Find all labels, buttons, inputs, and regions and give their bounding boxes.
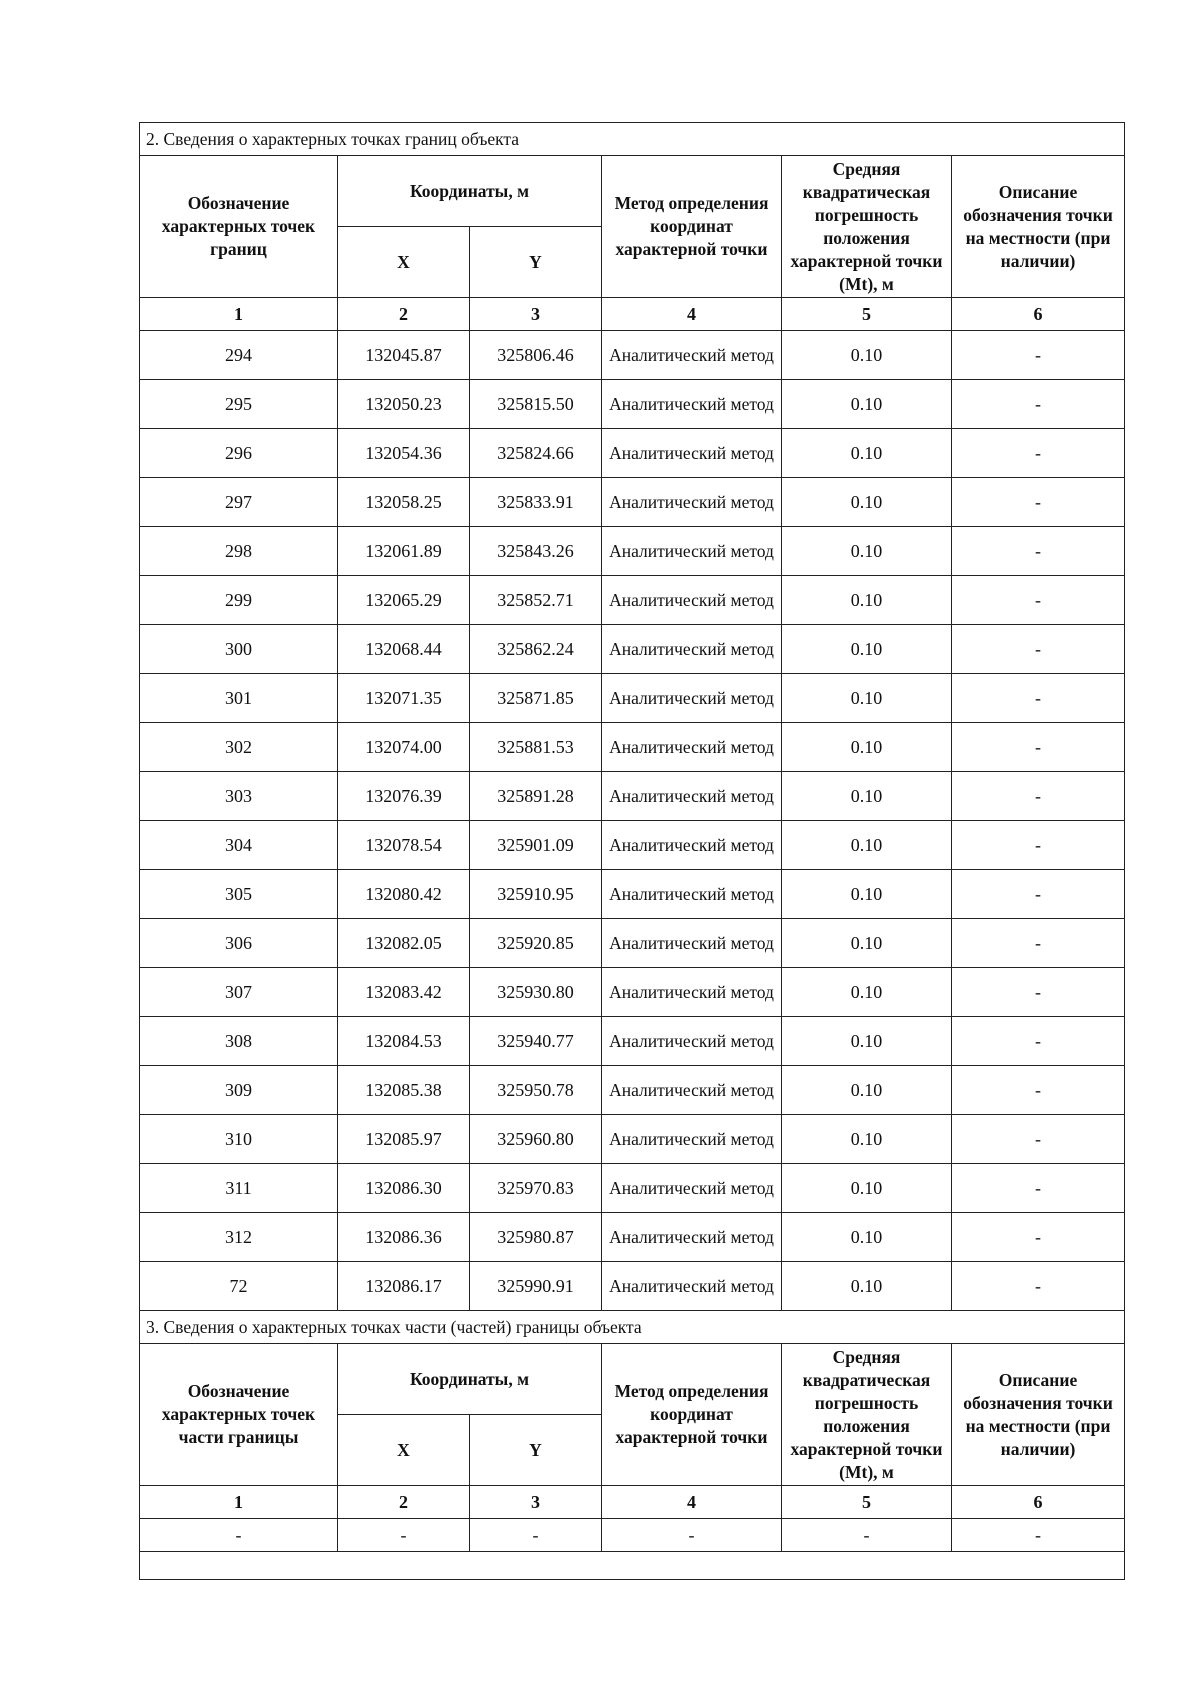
cell-method: Аналитический метод (602, 576, 782, 625)
cell-mt: 0.10 (782, 821, 952, 870)
cell-x: 132076.39 (338, 772, 470, 821)
cell-description: - (952, 1213, 1125, 1262)
cell-x: 132065.29 (338, 576, 470, 625)
cell-x: 132086.36 (338, 1213, 470, 1262)
cell-method: Аналитический метод (602, 478, 782, 527)
empty-cell (140, 1552, 1125, 1580)
table-row (140, 919, 1125, 968)
section3-title-row (140, 1311, 1125, 1344)
cell-y: 325950.78 (470, 1066, 602, 1115)
cell-method: Аналитический метод (602, 968, 782, 1017)
section2-title-row (140, 123, 1125, 156)
cell-description: - (952, 527, 1125, 576)
header-error: Средняя квадратическая погрешность положения характерной точки (Mt), м (782, 1344, 952, 1486)
header-x: X (338, 1415, 470, 1486)
cell-y: 325806.46 (470, 331, 602, 380)
cell-x: 132074.00 (338, 723, 470, 772)
header-y: Y (470, 227, 602, 298)
cell-point: - (140, 1519, 338, 1552)
table-row (140, 821, 1125, 870)
empty-row (140, 1552, 1125, 1580)
cell-x: 132061.89 (338, 527, 470, 576)
section-title: 2. Сведения о характерных точках границ объекта (140, 123, 1125, 156)
cell-method: Аналитический метод (602, 1262, 782, 1311)
header-description: Описание обозначения точки на местности (при наличии) (952, 156, 1125, 298)
cell-method: Аналитический метод (602, 1066, 782, 1115)
column-number: 1 (140, 298, 338, 331)
cell-method: Аналитический метод (602, 1213, 782, 1262)
cell-point: 307 (140, 968, 338, 1017)
header-coordinates: Координаты, м (338, 1344, 602, 1415)
cell-description: - (952, 723, 1125, 772)
cell-description: - (952, 821, 1125, 870)
cell-mt: 0.10 (782, 1262, 952, 1311)
cell-point: 300 (140, 625, 338, 674)
cell-mt: 0.10 (782, 1066, 952, 1115)
cell-y: 325960.80 (470, 1115, 602, 1164)
cell-description: - (952, 429, 1125, 478)
header-designation: Обозначение характерных точек границ (140, 156, 338, 298)
cell-x: 132085.97 (338, 1115, 470, 1164)
header-designation: Обозначение характерных точек части границы (140, 1344, 338, 1486)
cell-x: - (338, 1519, 470, 1552)
cell-mt: 0.10 (782, 478, 952, 527)
cell-mt: 0.10 (782, 968, 952, 1017)
cell-point: 295 (140, 380, 338, 429)
cell-mt: - (782, 1519, 952, 1552)
cell-description: - (952, 1115, 1125, 1164)
cell-x: 132071.35 (338, 674, 470, 723)
cell-description: - (952, 380, 1125, 429)
column-number: 4 (602, 298, 782, 331)
column-number: 5 (782, 298, 952, 331)
cell-point: 308 (140, 1017, 338, 1066)
cell-x: 132054.36 (338, 429, 470, 478)
cell-y: 325843.26 (470, 527, 602, 576)
cell-mt: 0.10 (782, 674, 952, 723)
cell-x: 132078.54 (338, 821, 470, 870)
section-title: 3. Сведения о характерных точках части (частей) границы объекта (140, 1311, 1125, 1344)
column-number: 2 (338, 298, 470, 331)
column-number: 4 (602, 1486, 782, 1519)
cell-point: 312 (140, 1213, 338, 1262)
table-row (140, 1066, 1125, 1115)
cell-y: 325930.80 (470, 968, 602, 1017)
cell-point: 303 (140, 772, 338, 821)
cell-x: 132086.17 (338, 1262, 470, 1311)
cell-point: 299 (140, 576, 338, 625)
table-row (140, 1262, 1125, 1311)
table-row (140, 1519, 1125, 1552)
column-number: 6 (952, 1486, 1125, 1519)
cell-description: - (952, 1017, 1125, 1066)
table-row (140, 527, 1125, 576)
cell-mt: 0.10 (782, 723, 952, 772)
cell-x: 132050.23 (338, 380, 470, 429)
table-row (140, 380, 1125, 429)
cell-y: 325815.50 (470, 380, 602, 429)
cell-description: - (952, 1164, 1125, 1213)
document-page (139, 122, 1124, 1580)
column-number: 6 (952, 298, 1125, 331)
column-number: 3 (470, 298, 602, 331)
table-row (140, 429, 1125, 478)
cell-point: 306 (140, 919, 338, 968)
column-number: 3 (470, 1486, 602, 1519)
header-method: Метод определения координат характерной точки (602, 1344, 782, 1486)
cell-y: 325833.91 (470, 478, 602, 527)
cell-method: Аналитический метод (602, 380, 782, 429)
cell-method: Аналитический метод (602, 723, 782, 772)
cell-point: 297 (140, 478, 338, 527)
cell-description: - (952, 968, 1125, 1017)
cell-point: 296 (140, 429, 338, 478)
table-row (140, 1017, 1125, 1066)
cell-point: 309 (140, 1066, 338, 1115)
cell-y: 325920.85 (470, 919, 602, 968)
cell-method: Аналитический метод (602, 1017, 782, 1066)
cell-method: Аналитический метод (602, 625, 782, 674)
cell-method: Аналитический метод (602, 674, 782, 723)
header-description: Описание обозначения точки на местности (при наличии) (952, 1344, 1125, 1486)
cell-y: 325852.71 (470, 576, 602, 625)
table-row (140, 870, 1125, 919)
cell-description: - (952, 870, 1125, 919)
cell-mt: 0.10 (782, 772, 952, 821)
cell-method: - (602, 1519, 782, 1552)
cell-description: - (952, 674, 1125, 723)
table-row (140, 968, 1125, 1017)
boundary-points-table (139, 122, 1125, 1580)
cell-description: - (952, 1519, 1125, 1552)
cell-y: 325881.53 (470, 723, 602, 772)
cell-y: 325862.24 (470, 625, 602, 674)
cell-mt: 0.10 (782, 1213, 952, 1262)
cell-method: Аналитический метод (602, 870, 782, 919)
cell-mt: 0.10 (782, 1164, 952, 1213)
cell-x: 132045.87 (338, 331, 470, 380)
cell-method: Аналитический метод (602, 821, 782, 870)
cell-method: Аналитический метод (602, 331, 782, 380)
cell-point: 302 (140, 723, 338, 772)
cell-y: 325910.95 (470, 870, 602, 919)
cell-description: - (952, 625, 1125, 674)
cell-mt: 0.10 (782, 1017, 952, 1066)
cell-mt: 0.10 (782, 1115, 952, 1164)
column-number: 2 (338, 1486, 470, 1519)
cell-point: 304 (140, 821, 338, 870)
cell-y: 325891.28 (470, 772, 602, 821)
table-row (140, 772, 1125, 821)
table-row (140, 478, 1125, 527)
cell-y: - (470, 1519, 602, 1552)
cell-point: 294 (140, 331, 338, 380)
cell-x: 132080.42 (338, 870, 470, 919)
section2-header-row (140, 156, 1125, 227)
cell-mt: 0.10 (782, 870, 952, 919)
header-error: Средняя квадратическая погрешность положения характерной точки (Mt), м (782, 156, 952, 298)
cell-x: 132084.53 (338, 1017, 470, 1066)
cell-mt: 0.10 (782, 429, 952, 478)
header-coordinates: Координаты, м (338, 156, 602, 227)
header-y: Y (470, 1415, 602, 1486)
cell-mt: 0.10 (782, 527, 952, 576)
cell-point: 298 (140, 527, 338, 576)
cell-method: Аналитический метод (602, 919, 782, 968)
cell-x: 132058.25 (338, 478, 470, 527)
cell-y: 325871.85 (470, 674, 602, 723)
cell-x: 132083.42 (338, 968, 470, 1017)
header-x: X (338, 227, 470, 298)
table-row (140, 1115, 1125, 1164)
cell-x: 132086.30 (338, 1164, 470, 1213)
table-row (140, 674, 1125, 723)
section2-column-numbers-row (140, 298, 1125, 331)
cell-method: Аналитический метод (602, 527, 782, 576)
cell-point: 311 (140, 1164, 338, 1213)
section3-column-numbers-row (140, 1486, 1125, 1519)
cell-point: 72 (140, 1262, 338, 1311)
cell-description: - (952, 1066, 1125, 1115)
cell-y: 325940.77 (470, 1017, 602, 1066)
cell-point: 305 (140, 870, 338, 919)
cell-method: Аналитический метод (602, 1115, 782, 1164)
cell-y: 325970.83 (470, 1164, 602, 1213)
cell-description: - (952, 772, 1125, 821)
cell-x: 132082.05 (338, 919, 470, 968)
cell-mt: 0.10 (782, 576, 952, 625)
cell-y: 325980.87 (470, 1213, 602, 1262)
cell-method: Аналитический метод (602, 429, 782, 478)
table-row (140, 723, 1125, 772)
cell-y: 325901.09 (470, 821, 602, 870)
cell-point: 310 (140, 1115, 338, 1164)
cell-y: 325990.91 (470, 1262, 602, 1311)
cell-description: - (952, 919, 1125, 968)
table-row (140, 625, 1125, 674)
cell-description: - (952, 478, 1125, 527)
cell-mt: 0.10 (782, 919, 952, 968)
table-row (140, 1213, 1125, 1262)
cell-mt: 0.10 (782, 625, 952, 674)
cell-point: 301 (140, 674, 338, 723)
column-number: 5 (782, 1486, 952, 1519)
cell-method: Аналитический метод (602, 772, 782, 821)
cell-description: - (952, 331, 1125, 380)
table-row (140, 331, 1125, 380)
header-method: Метод определения координат характерной точки (602, 156, 782, 298)
column-number: 1 (140, 1486, 338, 1519)
table-row (140, 576, 1125, 625)
cell-x: 132068.44 (338, 625, 470, 674)
cell-y: 325824.66 (470, 429, 602, 478)
cell-description: - (952, 576, 1125, 625)
section3-header-row (140, 1344, 1125, 1415)
cell-description: - (952, 1262, 1125, 1311)
cell-x: 132085.38 (338, 1066, 470, 1115)
cell-mt: 0.10 (782, 331, 952, 380)
cell-mt: 0.10 (782, 380, 952, 429)
cell-method: Аналитический метод (602, 1164, 782, 1213)
table-row (140, 1164, 1125, 1213)
